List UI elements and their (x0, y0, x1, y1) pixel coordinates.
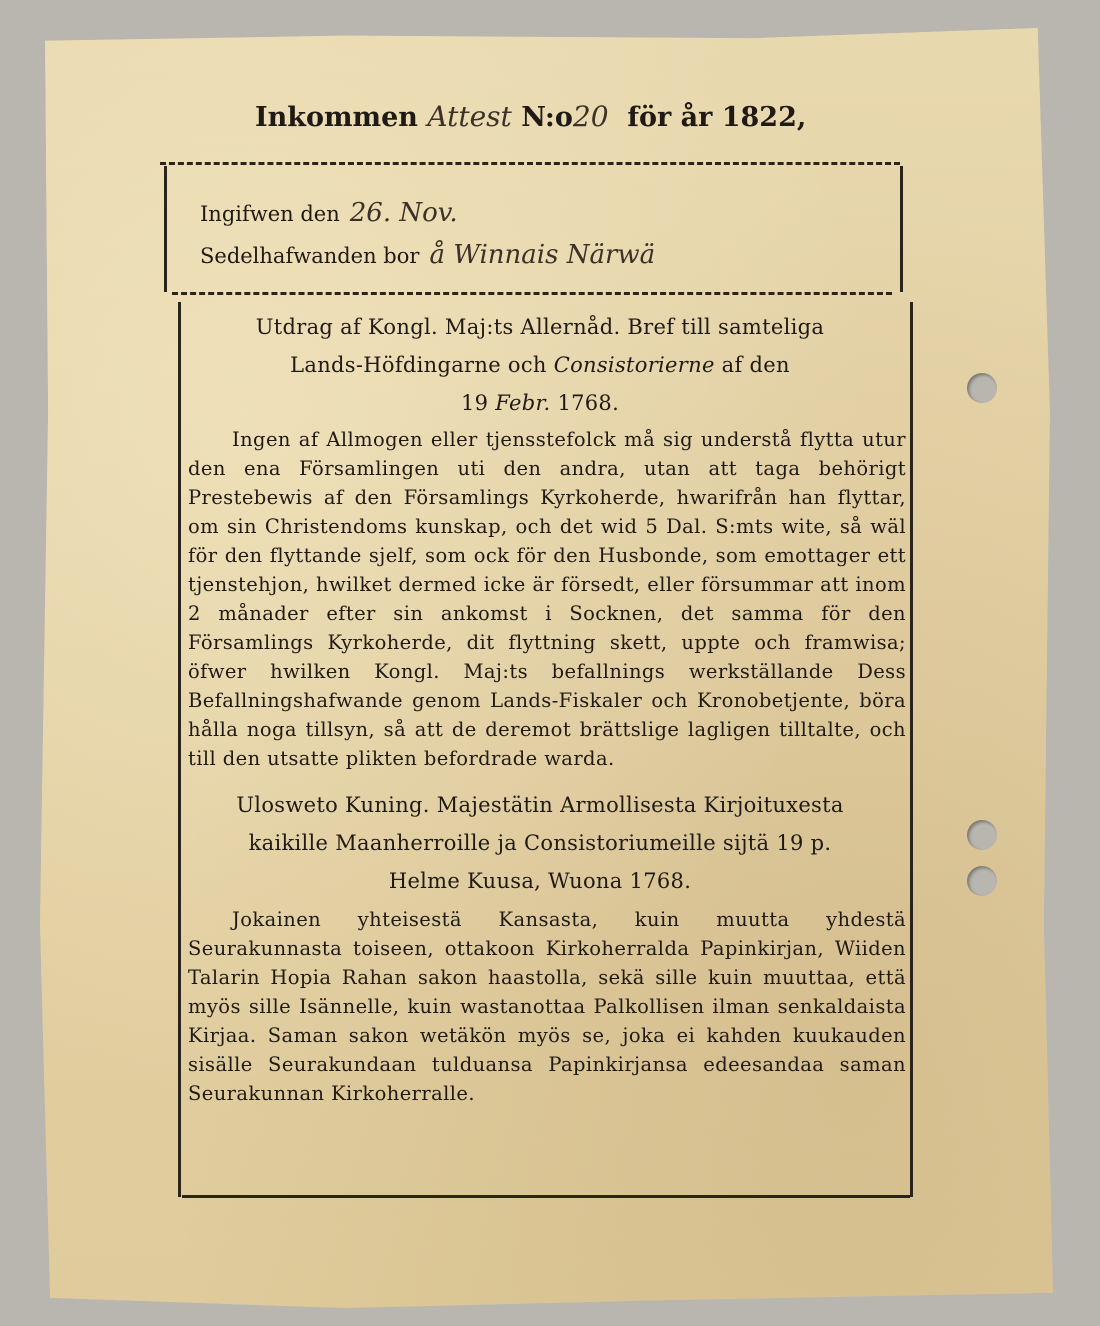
swedish-title-line1: Utdrag af Kongl. Maj:ts Allernåd. Bref till samteliga (255, 315, 825, 339)
finnish-title-line1: Ulosweto Kuning. Majestätin Armollisesta Kirjoituxesta (236, 793, 844, 817)
finnish-title (180, 786, 900, 900)
attest-header (255, 100, 875, 133)
field-label: Ingifwen den (200, 202, 340, 226)
header-year-label: för år (627, 102, 713, 133)
finnish-title-line2: kaikille Maanherroille ja Consistoriumeille sijtä 19 p. (248, 831, 832, 855)
field-value: 26. Nov. (349, 198, 458, 228)
frame-right-top (900, 166, 903, 292)
frame-left-main (178, 302, 181, 1197)
bottom-rule (182, 1195, 910, 1198)
header-handwritten-number: 20 (572, 100, 609, 133)
finnish-title-line3: Helme Kuusa, Wuona 1768. (388, 869, 692, 893)
field-value: å Winnais Närwä (429, 240, 656, 270)
header-number-label: N:o (521, 102, 573, 133)
field-holder-residence (200, 240, 655, 270)
field-submitted-date (200, 198, 458, 228)
frame-left-top (164, 166, 167, 292)
fields-rule (172, 292, 892, 295)
field-label: Sedelhafwanden bor (200, 244, 420, 268)
swedish-title-line3: 19 Febr. 1768. (460, 391, 620, 415)
punch-hole-middle (967, 820, 997, 850)
swedish-title-line2: Lands-Höfdingarne och Consistorierne af den (290, 353, 790, 377)
punch-hole-top (967, 373, 997, 403)
header-rule (160, 162, 900, 165)
punch-hole-bottom (967, 866, 997, 896)
swedish-body: Ingen af Allmogen eller tjensstefolck må sig understå flytta utur den ena Församlingen uti den andra, utan att taga behörigt Prestebewis af den Församlings Kyrkoherde, hwarifrån han flyttar, om sin Christendoms kunskap, och det wid 5 Dal. S:mts wite, så wäl för den flyttande sjelf, som ock för den Husbonde, som emottager ett tjenstehjon, hwilket dermed icke är försedt, eller försummar att inom 2 månader efter sin ankomst i Socknen, det samma för den Församlings Kyrkoherde, dit flyttning skett, uppte och framwisa; öfwer hwilken Kongl. Maj:ts befallnings werkställande Dess Befallningshafwande genom Lands-Fiskaler och Kronobetjente, böra hålla noga tillsyn, så att de deremot brättslige lagligen tilltalte, och till den utsatte plikten befordrade warda. (188, 428, 906, 770)
header-handwritten-attest: Attest (427, 100, 512, 133)
header-year: 1822, (721, 102, 807, 133)
header-prefix: Inkommen (255, 102, 418, 133)
finnish-body: Jokainen yhteisestä Kansasta, kuin muutta yhdestä Seurakunnasta toiseen, ottakoon Kirkoherralda Papinkirjan, Wiiden Talarin Hopia Rahan sakon haastolla, sekä sille kuin muuttaa, että myös sille Isännelle, kuin wastanottaa Palkollisen ilman senkaldaista Kirjaa. Saman sakon wetäkön myös se, joka ei kahden kuukauden sisälle Seurakundaan tulduansa Papinkirjansa edeesandaa saman Seurakunnan Kirkoherralle. (188, 908, 906, 1105)
frame-right-main (910, 302, 913, 1197)
swedish-title (180, 308, 900, 422)
